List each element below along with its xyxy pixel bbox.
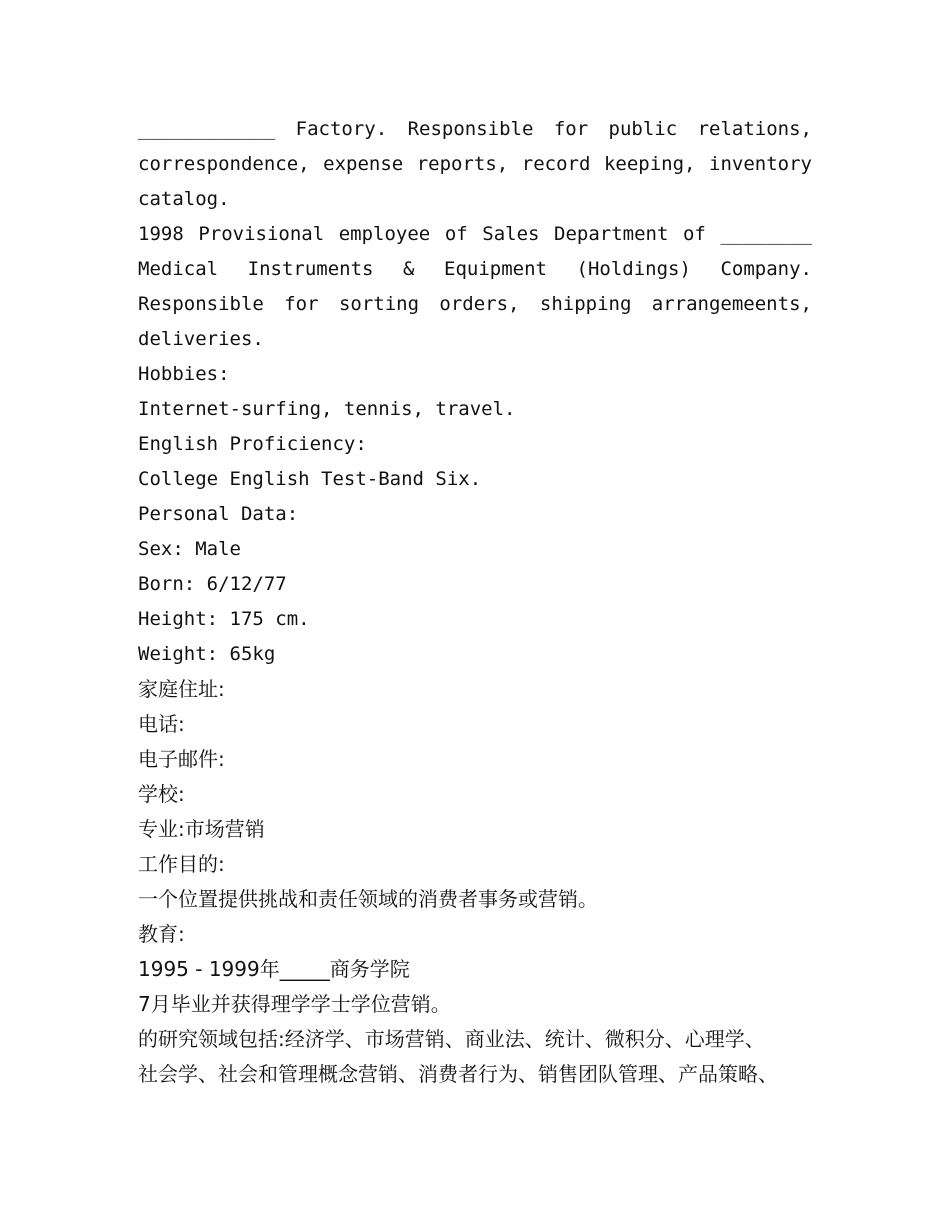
line-word: shipping (539, 293, 632, 315)
text-line: College English Test-Band Six. (138, 468, 482, 490)
line-word: sorting (338, 293, 420, 315)
text-line: Personal Data: (138, 503, 299, 525)
line-word: for (284, 293, 319, 315)
text-line: 电子邮件: (138, 747, 225, 771)
line-word: for (553, 118, 589, 140)
text-line: 社会学、社会和管理概念营销、消费者行为、销售团队管理、产品策略、 (138, 1062, 778, 1086)
line-word: Medical (138, 258, 219, 280)
text-line: deliveries. (138, 328, 264, 350)
line-word: of (444, 223, 468, 245)
text-line: Height: 175 cm. (138, 608, 310, 630)
text-line: catalog. (138, 188, 230, 210)
text-line: Weight: 65kg (138, 643, 276, 665)
line-word: Instruments (247, 258, 374, 280)
text-line: 电话: (138, 712, 185, 736)
line-word: relations, (697, 118, 812, 140)
line-word: keeping, (603, 153, 696, 175)
text-line (138, 112, 812, 147)
text-line: English Proficiency: (138, 433, 367, 455)
line-word: inventory (709, 153, 812, 175)
line-word: public (608, 118, 678, 140)
line-word: Sales (482, 223, 540, 245)
line-word: arrangemeents, (651, 293, 812, 315)
text-line (138, 217, 812, 252)
line-word: 1998 (138, 223, 184, 245)
line-word: orders, (439, 293, 520, 315)
text-line: 一个位置提供挑战和责任领域的消费者事务或营销。 (138, 887, 598, 911)
text-line: 的研究领域包括:经济学、市场营销、商业法、统计、微积分、心理学、 (138, 1027, 765, 1051)
text-line (138, 147, 812, 182)
line-word: ____________ (138, 118, 276, 140)
text-line: 7月毕业并获得理学学士学位营销。 (138, 992, 451, 1016)
text-line: Sex: Male (138, 538, 241, 560)
line-word: & (403, 258, 415, 280)
document-page (138, 112, 812, 1092)
line-word: expense (323, 153, 404, 175)
text-line: 家庭住址: (138, 677, 225, 701)
text-line: 教育: (138, 922, 185, 946)
line-word: of (682, 223, 706, 245)
line-word: Responsible (407, 118, 534, 140)
line-word: employee (338, 223, 431, 245)
line-word: ________ (720, 223, 812, 245)
text-line: 学校: (138, 782, 185, 806)
line-word: correspondence, (138, 153, 310, 175)
text-line (138, 252, 812, 287)
line-word: Responsible (138, 293, 264, 315)
text-line: Internet-surfing, tennis, travel. (138, 398, 516, 420)
line-word: Department (554, 223, 669, 245)
text-line (138, 287, 812, 322)
line-word: record (521, 153, 591, 175)
line-word: Company. (720, 258, 812, 280)
line-word: Equipment (444, 258, 547, 280)
line-word: Factory. (295, 118, 388, 140)
text-line: Born: 6/12/77 (138, 573, 287, 595)
text-line: 工作目的: (138, 852, 225, 876)
line-word: Provisional (198, 223, 325, 245)
line-word: (Holdings) (576, 258, 691, 280)
text-line: 专业:市场营销 (138, 817, 265, 841)
text-line: Hobbies: (138, 363, 230, 385)
text-line: 1995 - 1999年_____商务学院 (138, 957, 410, 981)
line-word: reports, (416, 153, 509, 175)
